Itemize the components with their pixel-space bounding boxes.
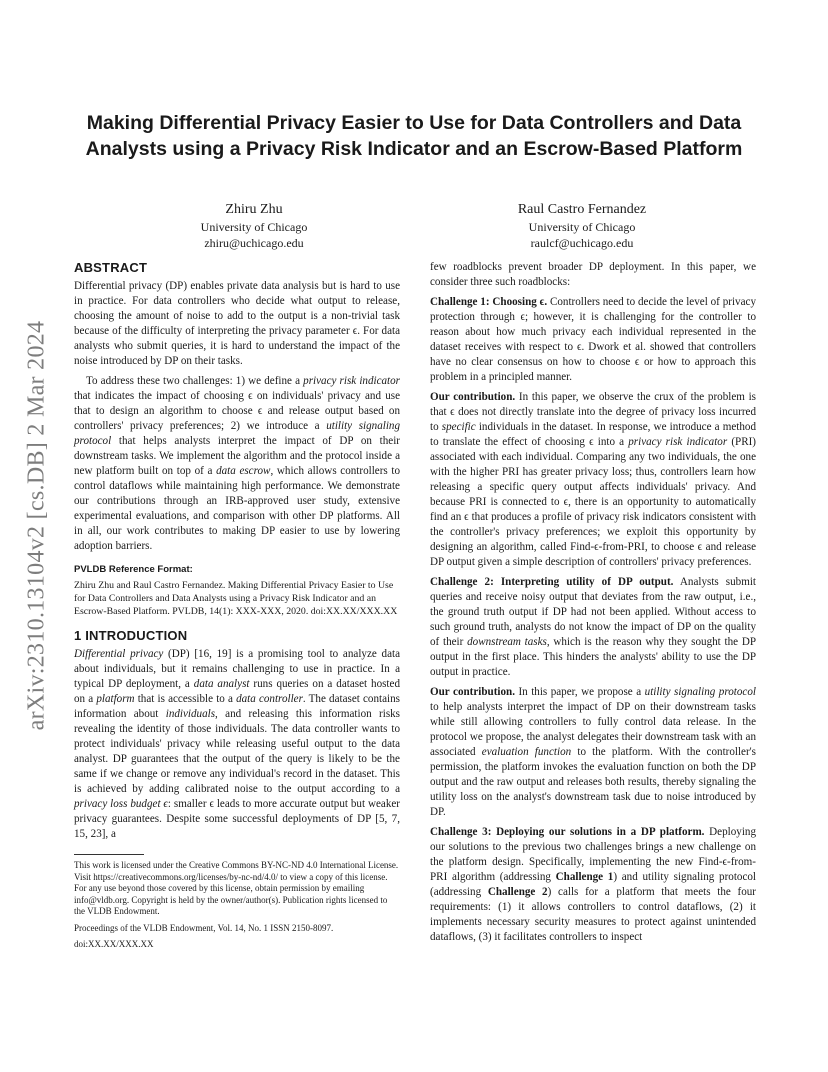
right-column — [430, 260, 756, 950]
author-name: Zhiru Zhu — [225, 202, 283, 217]
roadblocks-paragraph: few roadblocks prevent broader DP deployment. In this paper, we consider three such roadblocks: — [430, 261, 756, 288]
license-footnote: This work is licensed under the Creative Commons BY-NC-ND 4.0 International License. Visit https://creativecommons.org/licenses/by-nc-nd/4.0/ to view a copy of this license. For any use beyond those covered by this license, obtain permission by emailing info@vldb.org. Copyright is held by the owner/author(s). Publication rights licensed to the VLDB Endowment. — [74, 860, 399, 916]
author-block — [74, 200, 754, 260]
proceedings-footnote: Proceedings of the VLDB Endowment, Vol. 14, No. 1 ISSN 2150-8097. — [74, 922, 334, 933]
challenge-2-paragraph: Challenge 2: Interpreting utility of DP output. Analysts submit queries and receive noisy output that deviates from the raw output, i.e., the ground truth output if DP had not been applied. Without access to such ground truth, analysts do not know the impact of DP on the quality of their downstream tasks, which is the reason why they sought the DP output in the first place. This hinders the analysts' ability to use the DP output in practice. — [430, 576, 757, 678]
arxiv-identifier-text: arXiv:2310.13104v2 [cs.DB] 2 Mar 2024 — [23, 320, 50, 730]
author-1 — [104, 200, 404, 251]
author-affiliation: University of Chicago — [200, 220, 308, 234]
author-2 — [432, 200, 732, 251]
challenge-3-paragraph: Challenge 3: Deploying our solutions in a DP platform. Deploying our solutions to the previous two challenges brings a new challenge on the platform design. Specifically, implementing the new Find-ϵ-from-PRI algorithm (addressing Challenge 1) and utility signaling protocol (addressing Challenge 2) calls for a platform that meets the four requirements: (1) it allows controllers to control dataflows, (2) it implements necessary security measures to protect against unintended dataflows, (3) it facilitates controllers to inspect — [430, 826, 757, 943]
doi-footnote: doi:XX.XX/XXX.XX — [74, 939, 154, 949]
reference-format-heading: PVLDB Reference Format: — [74, 564, 193, 575]
contribution-2-paragraph: Our contribution. In this paper, we propose a utility signaling protocol to help analysts interpret the impact of DP on their downstream tasks while still allowing controllers to fully control data release. In the protocol we propose, the analyst delegates their downstream task with an associated evaluation function to the platform. With the controller's permission, the platform invokes the evaluation function on both the DP output and the raw output and releases both results, thereby signaling the utility loss on the analyst's downstream task due to noise introduced by DP. — [430, 686, 756, 818]
arxiv-identifier — [20, 290, 54, 760]
challenge-1-paragraph: Challenge 1: Choosing ϵ. Controllers need to decide the level of privacy protection through ϵ; however, it is challenging for the controller to reason about how much privacy each individual represented in the dataset receives with respect to ϵ. Dwork et al. showed that controllers have no clear consensus on how to choose ϵ or how to approach this problem in a principled manner. — [430, 296, 756, 383]
abstract-paragraph-2: To address these two challenges: 1) we define a privacy risk indicator that indicates the impact of choosing ϵ on individuals' privacy and use that to design an algorithm to choose ϵ and release output based on controllers' privacy preferences; 2) we introduce a utility signaling protocol that helps analysts interpret the impact of DP on their downstream tasks. We implement the algorithm and the protocol inside a new platform built on top of a data escrow, which allows controllers to control dataflows while maintaining high performance. We demonstrate our contributions through an IRB-approved user study, extensive experimental evaluations, and comparison with other DP platforms. All in all, our work contributes to making DP easier to use by lowering adoption barriers. — [74, 375, 401, 552]
left-column — [74, 260, 400, 956]
author-name: Raul Castro Fernandez — [517, 202, 647, 217]
paper-title: Making Differential Privacy Easier to Use for Data Controllers and Data Analysts using a Privacy Risk Indicator and an Escrow-Based Platform — [85, 112, 743, 160]
contribution-1-paragraph: Our contribution. In this paper, we observe the crux of the problem is that ϵ does not directly translate into the degree of privacy loss incurred to specific individuals in the dataset. In response, we introduce a method to translate the effect of choosing ϵ into a privacy risk indicator (PRI) associated with each individual. Comparing any two individuals, the one with the higher PRI has greater privacy loss; thus, controllers learn how releasing a specific query output affects individuals' privacy. And because PRI is connected to ϵ, there is an opportunity to automatically find an ϵ that produces a profile of privacy risk indicators consistent with the controller's privacy preferences; we exploit this opportunity by designing an algorithm, called Find-ϵ-from-PRI, to choose ϵ and release DP output given a simple description of controllers' privacy preferences. — [430, 391, 757, 568]
footnote-rule — [74, 854, 144, 855]
author-email: raulcf@uchicago.edu — [530, 236, 634, 250]
author-email: zhiru@uchicago.edu — [204, 236, 304, 250]
introduction-paragraph-1: Differential privacy (DP) [16, 19] is a promising tool to analyze data about individuals, but it remains challenging to use in practice. In a typical DP deployment, a data analyst runs queries on a dataset hosted on a platform that is accessible to a data controller. The dataset contains information about individuals, and releasing this information risks revealing the identity of those individuals. The data controller wants to protect individuals' privacy while releasing useful output to the data analyst. DP guarantees that the output of the query is likely to be the same if we change or remove any individual's record in the dataset. This is achieved by adding calibrated noise to the output according to a privacy loss budget ϵ: smaller ϵ leads to more accurate output but weaker privacy guarantees. Despite some successful deployments of DP [5, 7, 15, 23], a — [74, 648, 400, 840]
abstract-heading: ABSTRACT — [74, 260, 148, 275]
abstract-paragraph-1: Differential privacy (DP) enables private data analysis but is hard to use in practice. For data controllers who decide what output to release, choosing the amount of noise to add to the output is a non-trivial task because of the difficulty of interpreting the privacy parameter ϵ. For data analysts who submit queries, it is hard to understand the impact of the noise introduced by DP on their tasks. — [74, 280, 400, 367]
introduction-heading: 1 INTRODUCTION — [74, 628, 188, 643]
author-affiliation: University of Chicago — [528, 220, 636, 234]
reference-format-body: Zhiru Zhu and Raul Castro Fernandez. Making Differential Privacy Easier to Use for Data Controllers and Data Analysts using a Privacy Risk Indicator and an Escrow-Based Platform. PVLDB, 14(1): XXX-XXX, 2020. doi:XX.XX/XXX.XX — [74, 580, 398, 617]
